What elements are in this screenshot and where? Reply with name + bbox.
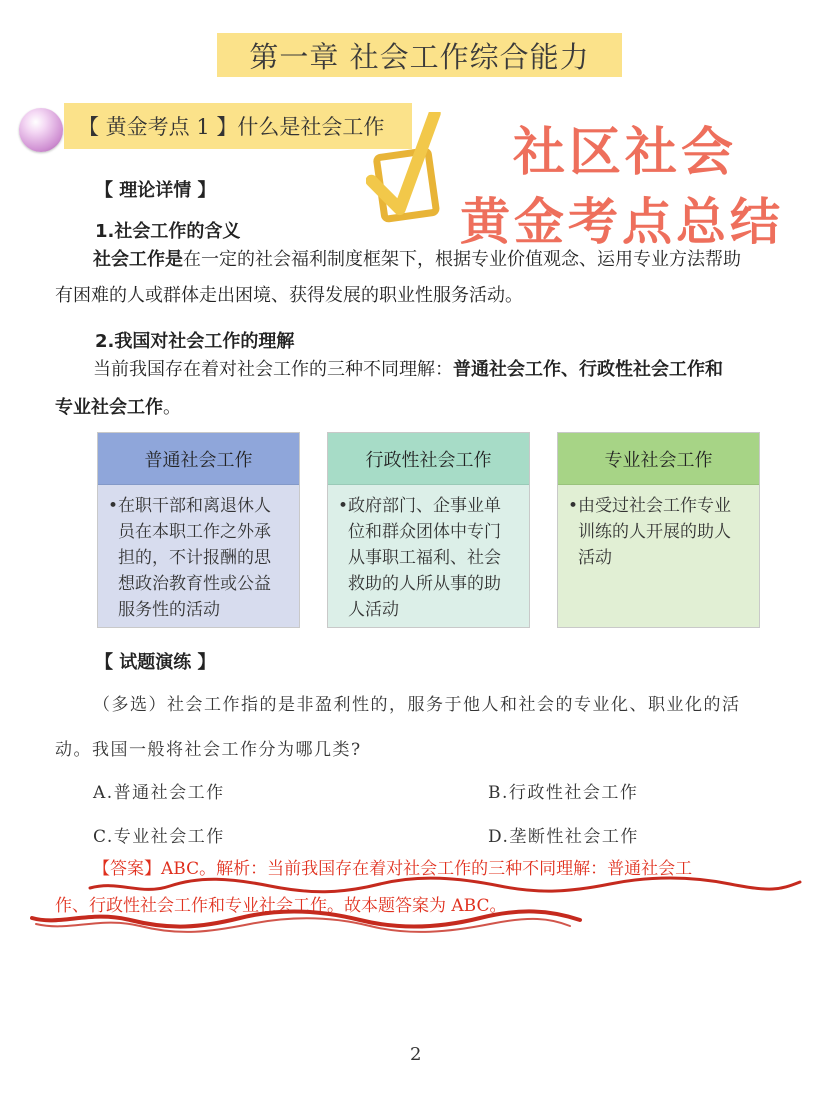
card-title: 专业社会工作	[558, 433, 759, 485]
point-prefix: 【 黄金考点 1 】	[78, 115, 238, 139]
understanding-bold-2: 专业社会工作	[55, 397, 163, 418]
card-professional-social-work	[557, 432, 760, 628]
understanding-line-2	[55, 389, 181, 426]
card-line: 活动	[578, 548, 612, 568]
definition-bold: 社会工作是	[93, 249, 183, 270]
card-line: •政府部门、企事业单	[338, 496, 501, 516]
option-d: D.垄断性社会工作	[488, 827, 639, 847]
understanding-bold-1: 普通社会工作、行政性社会工作和	[453, 359, 723, 380]
card-body	[98, 485, 299, 623]
card-line: 人活动	[348, 600, 399, 620]
definition-text: 在一定的社会福利制度框架下，根据专业价值观念、运用专业方法帮助	[183, 249, 741, 270]
red-wavy-underline	[30, 870, 820, 940]
card-line: 想政治教育性或公益	[118, 574, 271, 594]
card-line: 员在本职工作之外承	[118, 522, 271, 542]
answer-line-2: 作、行政性社会工作和专业社会工作。故本题答案为 ABC。	[55, 896, 507, 916]
option-a: A.普通社会工作	[93, 783, 225, 803]
theory-section-label: 【 理论详情 】	[95, 180, 216, 201]
question-line-1: （多选）社会工作指的是非盈利性的，服务于他人和社会的专业化、职业化的活	[93, 695, 741, 715]
promo-line-2: 黄金考点总结	[460, 193, 784, 251]
card-ordinary-social-work	[97, 432, 300, 628]
promo-line-1: 社区社会	[513, 123, 738, 183]
card-line: 担的，不计报酬的思	[118, 548, 271, 568]
card-line: •由受过社会工作专业	[568, 496, 731, 516]
practice-section-label: 【 试题演练 】	[95, 652, 216, 673]
card-line: 救助的人所从事的助	[348, 574, 501, 594]
definition-line-1	[93, 241, 741, 278]
card-line: 位和群众团体中专门	[348, 522, 501, 542]
card-body	[558, 485, 759, 571]
checkmark-icon	[366, 112, 452, 228]
question-line-2: 动。我国一般将社会工作分为哪几类?	[55, 740, 362, 760]
card-line: 服务性的活动	[118, 600, 220, 620]
purple-orb-icon	[19, 108, 63, 152]
card-title: 行政性社会工作	[328, 433, 529, 485]
card-administrative-social-work	[327, 432, 530, 628]
card-line: •在职干部和离退休人	[108, 496, 271, 516]
page-number: 2	[410, 1044, 422, 1065]
definition-line-2: 有困难的人或群体走出困境、获得发展的职业性服务活动。	[55, 285, 523, 306]
option-c: C.专业社会工作	[93, 827, 225, 847]
understanding-text: 当前我国存在着对社会工作的三种不同理解：	[93, 359, 453, 380]
chapter-title: 第一章 社会工作综合能力	[217, 33, 622, 77]
point-title: 什么是社会工作	[237, 115, 385, 139]
understanding-line-1	[93, 351, 723, 388]
card-title: 普通社会工作	[98, 433, 299, 485]
heading-understanding: 2.我国对社会工作的理解	[95, 331, 295, 352]
card-body	[328, 485, 529, 623]
point-title-bar	[64, 103, 412, 149]
understanding-end: 。	[163, 397, 181, 418]
heading-definition: 1.社会工作的含义	[95, 221, 241, 242]
card-line: 从事职工福利、社会	[348, 548, 501, 568]
card-line: 训练的人开展的助人	[578, 522, 731, 542]
answer-line-1: 【答案】ABC。解析：当前我国存在着对社会工作的三种不同理解：普通社会工	[93, 859, 693, 879]
option-b: B.行政性社会工作	[488, 783, 639, 803]
